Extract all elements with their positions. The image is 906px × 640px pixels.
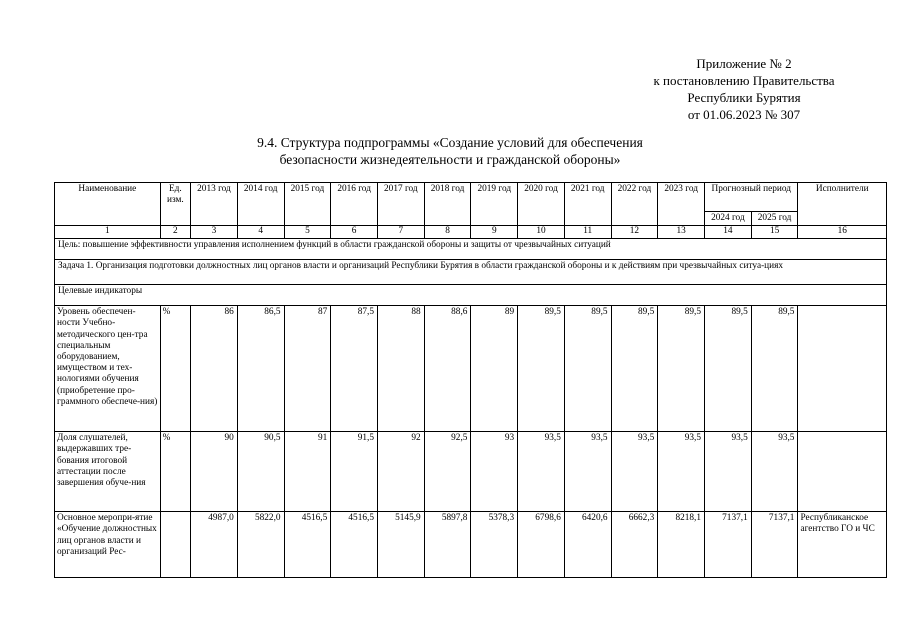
- value-cell: 93,5: [751, 432, 798, 512]
- value-cell: 93: [471, 432, 518, 512]
- index-cell: 15: [751, 226, 798, 239]
- appendix-line-2: к постановлению Правительства: [653, 73, 835, 88]
- value-cell: 93,5: [564, 432, 611, 512]
- header-2019: 2019 год: [471, 183, 518, 226]
- header-2013: 2013 год: [191, 183, 238, 226]
- appendix-line-1: Приложение № 2: [696, 56, 792, 71]
- row-executor: [798, 432, 887, 512]
- header-2016: 2016 год: [331, 183, 378, 226]
- index-cell: 7: [377, 226, 424, 239]
- header-2018: 2018 год: [424, 183, 471, 226]
- goal-text: Цель: повышение эффективности управления исполнением функций в области гражданской обороны и защиты от чрезвычайных ситуаций: [55, 239, 887, 260]
- value-cell: 86: [191, 306, 238, 432]
- index-cell: 12: [611, 226, 658, 239]
- row-unit: %: [160, 432, 190, 512]
- value-cell: 89,5: [705, 306, 752, 432]
- header-2025: 2025 год: [751, 212, 798, 226]
- appendix-line-3: Республики Бурятия: [687, 90, 801, 105]
- index-cell: 1: [55, 226, 161, 239]
- indicators-label: Целевые индикаторы: [55, 285, 887, 306]
- index-cell: 5: [284, 226, 331, 239]
- value-cell: 7137,1: [705, 512, 752, 578]
- value-cell: 92: [377, 432, 424, 512]
- index-cell: 13: [658, 226, 705, 239]
- table-row: [55, 432, 887, 512]
- index-cell: 10: [518, 226, 565, 239]
- header-2020: 2020 год: [518, 183, 565, 226]
- header-2023: 2023 год: [658, 183, 705, 226]
- header-unit: Ед. изм.: [160, 183, 190, 226]
- value-cell: 4516,5: [331, 512, 378, 578]
- value-cell: 90: [191, 432, 238, 512]
- value-cell: 87,5: [331, 306, 378, 432]
- value-cell: 7137,1: [751, 512, 798, 578]
- header-2014: 2014 год: [237, 183, 284, 226]
- header-name: Наименование: [55, 183, 161, 226]
- index-cell: 4: [237, 226, 284, 239]
- value-cell: 93,5: [658, 432, 705, 512]
- index-cell: 14: [705, 226, 752, 239]
- value-cell: 4516,5: [284, 512, 331, 578]
- header-2022: 2022 год: [611, 183, 658, 226]
- value-cell: 4987,0: [191, 512, 238, 578]
- appendix-line-4: от 01.06.2023 № 307: [687, 107, 801, 122]
- header-2015: 2015 год: [284, 183, 331, 226]
- value-cell: 86,5: [237, 306, 284, 432]
- title-line-1: 9.4. Структура подпрограммы «Создание условий для обеспечения: [257, 135, 643, 150]
- value-cell: 89,5: [611, 306, 658, 432]
- subprogram-structure-table: [54, 182, 887, 578]
- value-cell: 93,5: [611, 432, 658, 512]
- document-title: [200, 134, 700, 168]
- row-name: Основное меропри-ятие «Обучение должностных лиц органов власти и организаций Рес-: [55, 512, 161, 578]
- index-cell: 2: [160, 226, 190, 239]
- header-row: [55, 183, 887, 212]
- value-cell: 89,5: [658, 306, 705, 432]
- value-cell: 6798,6: [518, 512, 565, 578]
- value-cell: 93,5: [518, 432, 565, 512]
- header-2017: 2017 год: [377, 183, 424, 226]
- value-cell: 6420,6: [564, 512, 611, 578]
- goal-row: [55, 239, 887, 260]
- value-cell: 6662,3: [611, 512, 658, 578]
- index-cell: 8: [424, 226, 471, 239]
- row-name: Уровень обеспечен-ности Учебно-методического цен-тра специальным оборудованием, имуществом и тех-нологиями обучения (приобретение про-граммного обеспече-ния): [55, 306, 161, 432]
- indicators-row: [55, 285, 887, 306]
- row-unit: %: [160, 306, 190, 432]
- row-name: Доля слушателей, выдержавших тре-бования итоговой аттестации после завершения обуче-ния: [55, 432, 161, 512]
- row-executor: [798, 306, 887, 432]
- value-cell: 90,5: [237, 432, 284, 512]
- index-cell: 16: [798, 226, 887, 239]
- index-cell: 9: [471, 226, 518, 239]
- task-row: [55, 260, 887, 285]
- header-forecast: Прогнозный период: [705, 183, 798, 212]
- value-cell: 93,5: [705, 432, 752, 512]
- value-cell: 91: [284, 432, 331, 512]
- index-cell: 3: [191, 226, 238, 239]
- value-cell: 89,5: [751, 306, 798, 432]
- value-cell: 8218,1: [658, 512, 705, 578]
- index-cell: 6: [331, 226, 378, 239]
- header-executors: Исполнители: [798, 183, 887, 226]
- value-cell: 92,5: [424, 432, 471, 512]
- value-cell: 88: [377, 306, 424, 432]
- value-cell: 89,5: [564, 306, 611, 432]
- value-cell: 5897,8: [424, 512, 471, 578]
- appendix-block: [629, 55, 859, 123]
- value-cell: 91,5: [331, 432, 378, 512]
- value-cell: 5822,0: [237, 512, 284, 578]
- task-text: Задача 1. Организация подготовки должностных лиц органов власти и организаций Республики Бурятия в области гражданской обороны и к действиям при чрезвычайных ситуа-циях: [55, 260, 887, 285]
- value-cell: 5378,3: [471, 512, 518, 578]
- table-row: [55, 512, 887, 578]
- column-index-row: [55, 226, 887, 239]
- value-cell: 87: [284, 306, 331, 432]
- header-2024: 2024 год: [705, 212, 752, 226]
- title-line-2: безопасности жизнедеятельности и гражданской обороны»: [279, 152, 621, 167]
- value-cell: 89,5: [518, 306, 565, 432]
- row-unit: [160, 512, 190, 578]
- value-cell: 89: [471, 306, 518, 432]
- table-row: [55, 306, 887, 432]
- value-cell: 88,6: [424, 306, 471, 432]
- row-executor: Республиканское агентство ГО и ЧС: [798, 512, 887, 578]
- header-2021: 2021 год: [564, 183, 611, 226]
- value-cell: 5145,9: [377, 512, 424, 578]
- index-cell: 11: [564, 226, 611, 239]
